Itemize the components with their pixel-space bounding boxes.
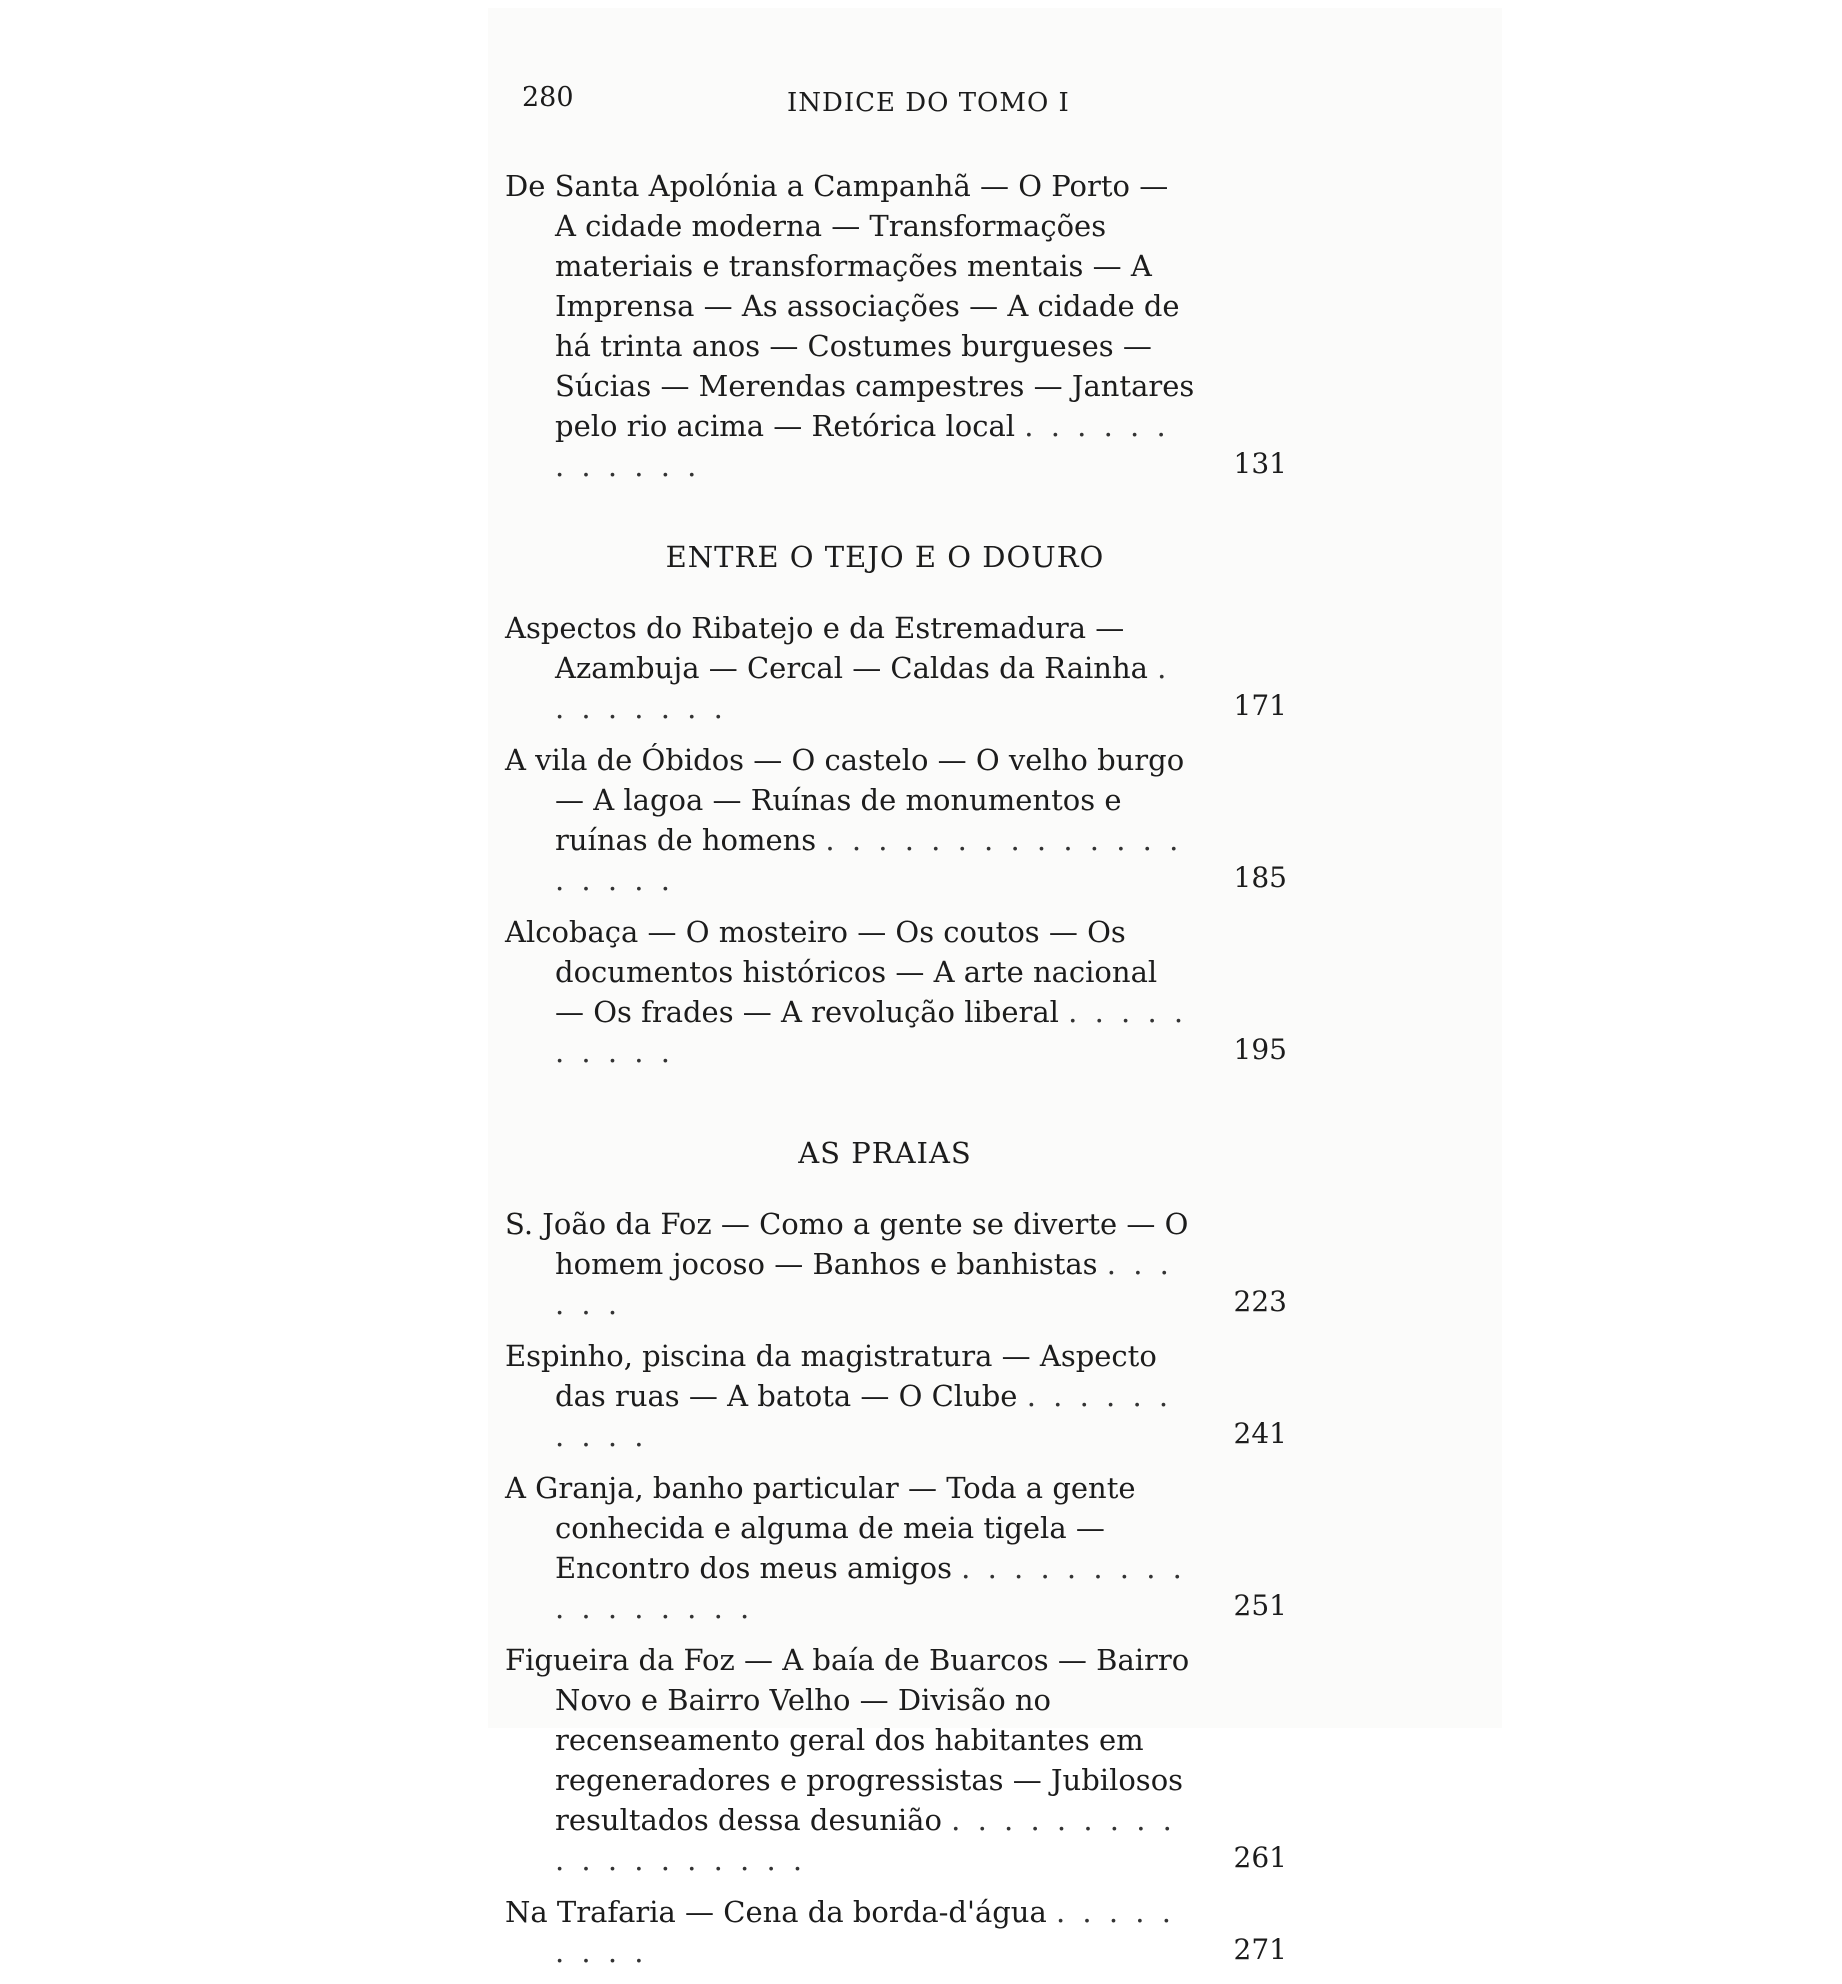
- dot-leaders: . . . . . . . . . .: [555, 1379, 1173, 1453]
- toc-entry: [505, 1204, 1287, 1324]
- toc-entry: [505, 740, 1287, 900]
- toc-entry: [505, 1336, 1287, 1456]
- dot-leaders: . . . . . . . . . . . .: [555, 409, 1170, 483]
- section-title: ENTRE O TEJO E O DOURO: [665, 540, 1105, 574]
- dot-leaders: . . . . . . . . . . . . . . . . . . .: [555, 1803, 1176, 1877]
- toc-entry-text: S. João da Foz — Como a gente se diverte — O homem jocoso — Banhos e banhistas: [505, 1207, 1189, 1281]
- toc-entry-page: 131: [1233, 447, 1287, 480]
- toc-entry-page: 195: [1233, 1033, 1287, 1066]
- dot-leaders: . . . . . .: [555, 1247, 1173, 1321]
- toc-entry-page: 261: [1233, 1841, 1287, 1874]
- toc-entry-page: 223: [1233, 1285, 1287, 1318]
- toc-entry-text: Na Trafaria — Cena da borda-d'água: [505, 1895, 1047, 1929]
- section-title: AS PRAIAS: [798, 1136, 972, 1170]
- toc-entry-text: Espinho, piscina da magistratura — Aspecto das ruas — A batota — O Clube: [505, 1339, 1157, 1413]
- toc-entry-page: 185: [1233, 861, 1287, 894]
- toc-entry: [505, 1640, 1287, 1880]
- dot-leaders: . . . . . . . .: [555, 651, 1171, 725]
- toc-entry: [505, 912, 1287, 1072]
- page-header: [522, 82, 1122, 132]
- toc-entry-page: 241: [1233, 1417, 1287, 1450]
- running-head: INDICE DO TOMO I: [787, 88, 1070, 118]
- toc-entry-text: A vila de Óbidos — O castelo — O velho burgo — A lagoa — Ruínas de monumentos e ruínas de homens: [505, 743, 1185, 857]
- toc-entry: [505, 608, 1287, 728]
- toc-entry: [505, 1468, 1287, 1628]
- toc-entry: [505, 1892, 1287, 1972]
- toc-entry-text: A Granja, banho particular — Toda a gente conhecida e alguma de meia tigela — Encontro dos meus amigos: [505, 1471, 1136, 1585]
- toc-entry-page: 171: [1233, 689, 1287, 722]
- page-number: 280: [522, 82, 574, 113]
- table-of-contents: [505, 166, 1287, 1984]
- toc-entry-text: Aspectos do Ribatejo e da Estremadura — Azambuja — Cercal — Caldas da Rainha: [505, 611, 1148, 685]
- toc-entry: [505, 166, 1287, 486]
- toc-entry-page: 251: [1233, 1589, 1287, 1622]
- dot-leaders: . . . . . . . . .: [555, 1895, 1175, 1969]
- toc-entry-text: De Santa Apolónia a Campanhã — O Porto — A cidade moderna — Transformações materiais e transformações mentais — A Imprensa — As associações — A cidade de há trinta anos — Costumes burgueses — Súcias — Merendas campestres — Jantares pelo rio acima — Retórica local: [505, 169, 1195, 443]
- dot-leaders: . . . . . . . . . . . . . . . . . . .: [555, 823, 1183, 897]
- dot-leaders: . . . . . . . . . .: [555, 995, 1188, 1069]
- toc-entry-page: 271: [1233, 1933, 1287, 1966]
- toc-entry-text: Figueira da Foz — A baía de Buarcos — Bairro Novo e Bairro Velho — Divisão no recenseamento geral dos habitantes em regeneradores e progressistas — Jubilosos resultados dessa desunião: [505, 1643, 1190, 1837]
- dot-leaders: . . . . . . . . . . . . . . . . .: [555, 1551, 1186, 1625]
- toc-entry-text: Alcobaça — O mosteiro — Os coutos — Os documentos históricos — A arte nacional — Os frades — A revolução liberal: [505, 915, 1158, 1029]
